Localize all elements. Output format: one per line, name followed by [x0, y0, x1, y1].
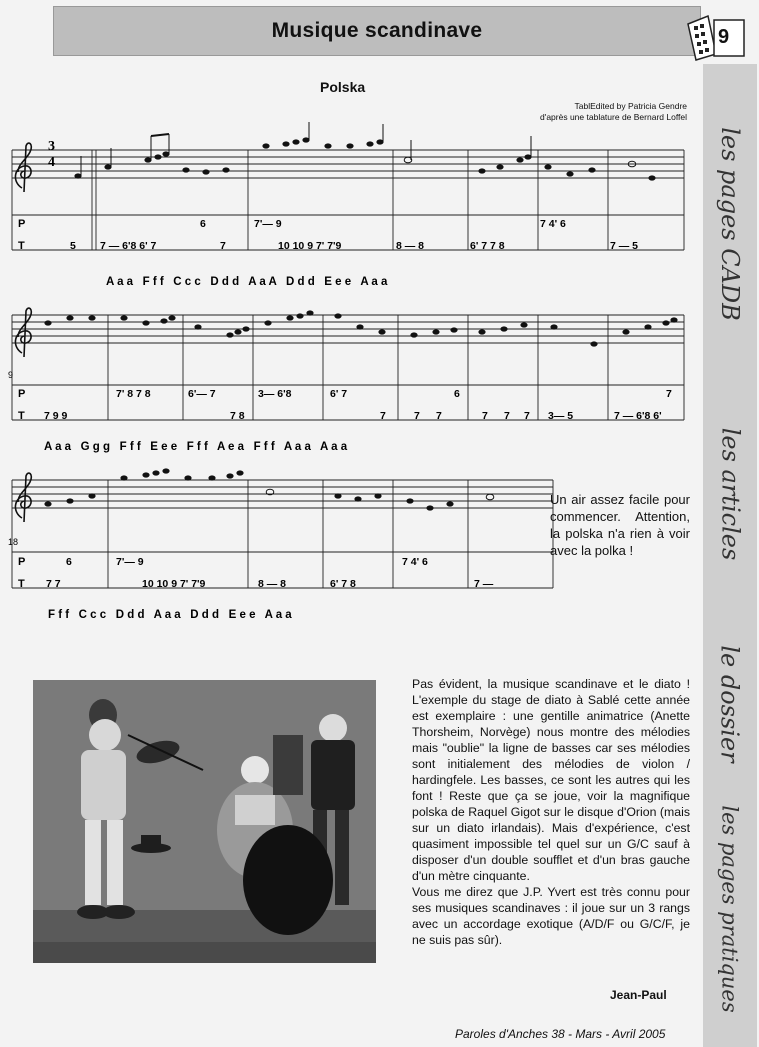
- chord-line-1: A a a F f f C c c D d d A a A D d d E e e A a a: [106, 276, 388, 288]
- svg-text:6: 6: [66, 556, 72, 568]
- article-paragraph: Vous me direz que J.P. Yvert est très connu pour ses musiques scandinaves : il joue sur un 3 rangs avec un accordage exotique (A/D/F ou G/C/F, je ne suis pas sûr).: [412, 885, 690, 947]
- svg-text:6: 6: [200, 218, 206, 230]
- svg-text:7 —: 7 —: [474, 578, 494, 590]
- svg-text:P: P: [18, 556, 26, 568]
- svg-text:3— 6'8: 3— 6'8: [258, 388, 292, 400]
- article-paragraph: Pas évident, la musique scandinave et le diato ! L'exemple du stage de diato à Sablé cette année est exemplaire : une gentille animatrice (Anette Thorsheim, Norvège) nous montre des mélodies mais "oublie" la ligne de basses car ses mélodies sont initialement des mélodies de violon / hardingfele. Les basses, ce sont les autres qui les font ! Reste que ça se joue, voir la magnifique polska de Raquel Gigot sur le disque d'Orion (mais sur un diato irlandais). Mais d'expérience, c'est quasiment impossible tel quel sur un G/C sauf à disposer d'un double soufflet et d'un bras gauche d'un mètre cinquante.: [412, 677, 690, 883]
- svg-text:7: 7: [666, 388, 672, 400]
- measure-number: 18: [8, 537, 19, 547]
- sidebar-item-pages-cadb[interactable]: les pages CADB: [716, 127, 744, 321]
- tune-credit: TablEdited by Patricia Gendre d'après une tablature de Bernard Loffel: [539, 101, 687, 122]
- chord-line-2: A a a G g g F f f E e e F f f A e a F f f A a a A a a: [44, 441, 348, 453]
- time-signature-bottom: 4: [48, 155, 55, 170]
- measure-number: 9: [8, 370, 14, 380]
- page-number: 9: [718, 26, 730, 48]
- svg-text:7'— 9: 7'— 9: [254, 218, 282, 230]
- svg-text:10 10 9 7' 7'9: 10 10 9 7' 7'9: [142, 578, 206, 590]
- page-header: [53, 6, 701, 56]
- svg-text:5: 5: [70, 240, 76, 252]
- time-signature-top: 3: [48, 139, 55, 154]
- svg-text:7' 8 7 8: 7' 8 7 8: [116, 388, 151, 400]
- svg-text:6: 6: [454, 388, 460, 400]
- tab-push-row: [116, 388, 672, 400]
- svg-text:8 — 8: 8 — 8: [396, 240, 425, 252]
- svg-text:7 7: 7 7: [46, 578, 61, 590]
- svg-text:P: P: [18, 388, 26, 400]
- svg-text:7: 7: [436, 410, 442, 422]
- svg-text:T: T: [18, 578, 25, 590]
- svg-text:7 — 5: 7 — 5: [610, 240, 639, 252]
- svg-text:6' 7 8: 6' 7 8: [330, 578, 356, 590]
- svg-text:7: 7: [524, 410, 530, 422]
- svg-text:7: 7: [414, 410, 420, 422]
- svg-text:6' 7 7 8: 6' 7 7 8: [470, 240, 505, 252]
- tune-note: Un air assez facile pour commencer. Attention, la polska n'a rien à voir avec la polka !: [550, 492, 690, 558]
- sidebar-item-dossier[interactable]: le dossier: [716, 645, 744, 763]
- tune-title: Polska: [320, 79, 366, 95]
- svg-text:6' 7: 6' 7: [330, 388, 348, 400]
- tab-push-row: [200, 218, 566, 230]
- svg-text:7 — 6'8 6' 7: 7 — 6'8 6' 7: [100, 240, 157, 252]
- page-title: Musique scandinave: [271, 19, 483, 42]
- svg-text:6'— 7: 6'— 7: [188, 388, 216, 400]
- row-label-push: P: [18, 218, 26, 230]
- svg-text:7: 7: [504, 410, 510, 422]
- music-system-2: [8, 308, 684, 453]
- page-number-badge: [686, 14, 750, 62]
- article-body: [412, 676, 690, 948]
- music-system-3: [8, 468, 553, 621]
- figurines-photo: [33, 680, 376, 963]
- svg-text:10 10 9 7' 7'9: 10 10 9 7' 7'9: [278, 240, 342, 252]
- svg-text:7 4' 6: 7 4' 6: [540, 218, 566, 230]
- chord-line-3: F f f C c c D d d A a a D d d E e e A a a: [48, 609, 292, 621]
- row-label-pull: T: [18, 240, 25, 252]
- svg-text:7'— 9: 7'— 9: [116, 556, 144, 568]
- tab-push-row: [66, 556, 428, 568]
- svg-text:T: T: [18, 410, 25, 422]
- page-footer: Paroles d'Anches 38 - Mars - Avril 2005: [455, 1027, 666, 1041]
- svg-text:7 8: 7 8: [230, 410, 245, 422]
- article-signature: Jean-Paul: [610, 988, 667, 1002]
- photo-illustration: [33, 680, 376, 963]
- svg-text:7: 7: [380, 410, 386, 422]
- svg-text:3— 5: 3— 5: [548, 410, 574, 422]
- svg-text:8 — 8: 8 — 8: [258, 578, 287, 590]
- sidebar-item-articles[interactable]: les articles: [716, 427, 744, 561]
- music-system-1: [12, 122, 684, 288]
- svg-text:7: 7: [220, 240, 226, 252]
- sidebar-sections: [703, 64, 757, 1047]
- svg-text:7 4' 6: 7 4' 6: [402, 556, 428, 568]
- sidebar-item-pages-pratiques[interactable]: les pages pratiques: [718, 805, 742, 1013]
- svg-text:7: 7: [482, 410, 488, 422]
- svg-text:7 — 6'8 6': 7 — 6'8 6': [614, 410, 662, 422]
- svg-text:7 9 9: 7 9 9: [44, 410, 68, 422]
